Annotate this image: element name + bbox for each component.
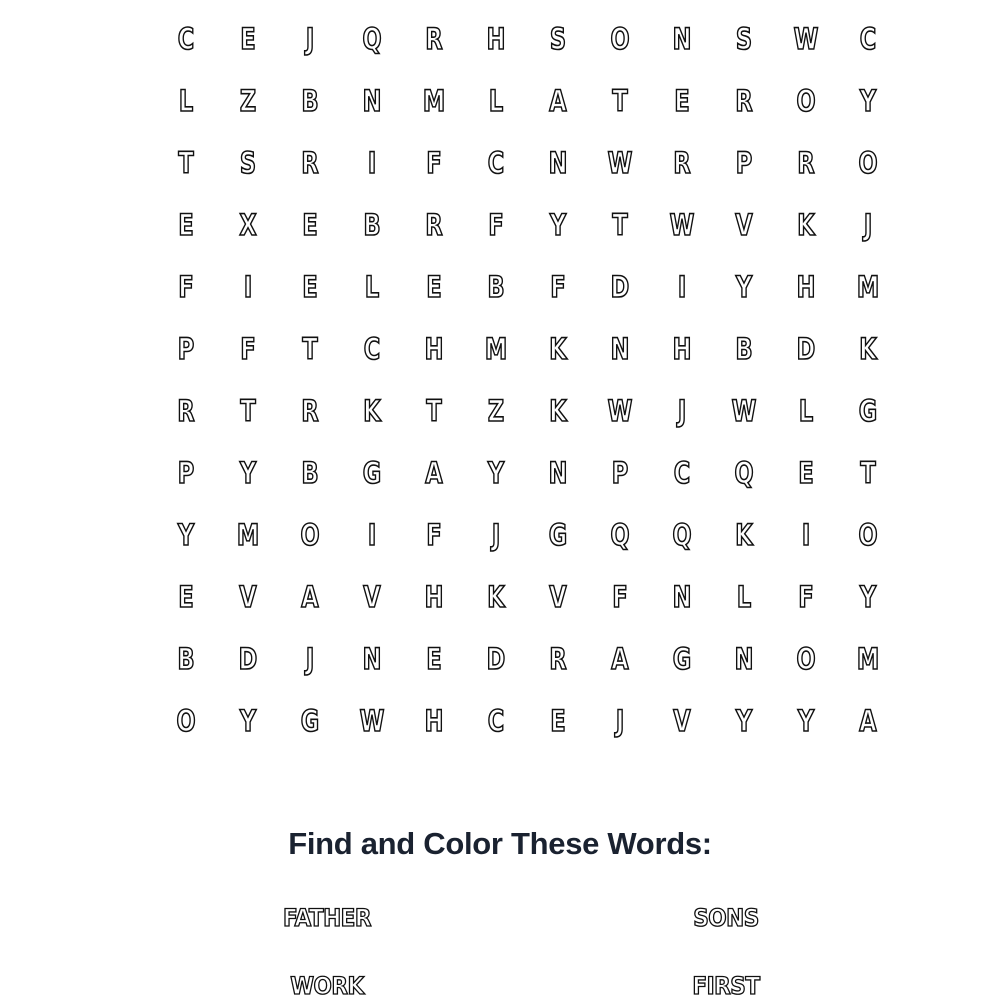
grid-cell-r5-c1[interactable]: F — [178, 269, 194, 304]
grid-cell-r6-c2[interactable]: F — [240, 331, 256, 366]
grid-cell-r6-c5[interactable]: H — [424, 331, 444, 366]
grid-cell-r1-c3[interactable]: J — [305, 21, 315, 56]
target-word: FIRST — [692, 972, 760, 1000]
grid-cell-r7-c3[interactable]: R — [301, 393, 319, 428]
grid-cell-r11-c6[interactable]: D — [486, 641, 506, 676]
grid-cell-r9-c11[interactable]: I — [801, 517, 811, 552]
grid-cell-r9-c12[interactable]: O — [858, 517, 878, 552]
grid-cell-r7-c6[interactable]: Z — [487, 393, 505, 428]
grid-cell-r1-c11[interactable]: W — [793, 21, 819, 56]
grid-cell-r4-c12[interactable]: J — [863, 207, 873, 242]
grid-cell-r10-c10[interactable]: L — [736, 579, 752, 614]
grid-cell-r2-c11[interactable]: O — [796, 83, 816, 118]
grid-cell-r6-c3[interactable]: T — [302, 331, 318, 366]
grid-cell-r3-c5[interactable]: F — [426, 145, 442, 180]
grid-cell-r4-c11[interactable]: K — [797, 207, 815, 242]
grid-cell-r9-c3[interactable]: O — [300, 517, 320, 552]
grid-cell-r6-c8[interactable]: N — [610, 331, 630, 366]
grid-cell-r12-c2[interactable]: Y — [239, 703, 257, 738]
grid-cell-r4-c7[interactable]: Y — [549, 207, 567, 242]
grid-cell-r12-c8[interactable]: J — [615, 703, 625, 738]
grid-cell-r8-c2[interactable]: Y — [239, 455, 257, 490]
grid-cell-r2-c3[interactable]: B — [301, 83, 319, 118]
grid-cell-r2-c10[interactable]: R — [735, 83, 753, 118]
grid-cell-r11-c4[interactable]: N — [362, 641, 382, 676]
target-word: SONS — [693, 904, 759, 932]
grid-cell-r12-c9[interactable]: V — [673, 703, 691, 738]
grid-cell-r9-c4[interactable]: I — [367, 517, 377, 552]
grid-cell-r5-c10[interactable]: Y — [735, 269, 753, 304]
grid-cell-r1-c2[interactable]: E — [240, 21, 256, 56]
grid-cell-r12-c3[interactable]: G — [300, 703, 320, 738]
grid-cell-r10-c8[interactable]: F — [612, 579, 628, 614]
grid-cell-r6-c9[interactable]: H — [672, 331, 692, 366]
grid-cell-r11-c8[interactable]: A — [611, 641, 629, 676]
grid-cell-r5-c4[interactable]: L — [364, 269, 380, 304]
grid-cell-r12-c10[interactable]: Y — [735, 703, 753, 738]
grid-cell-r10-c6[interactable]: K — [487, 579, 505, 614]
grid-cell-r6-c1[interactable]: P — [177, 331, 195, 366]
grid-cell-r3-c11[interactable]: R — [797, 145, 815, 180]
target-word: FATHER — [282, 904, 372, 932]
grid-cell-r5-c7[interactable]: F — [550, 269, 566, 304]
grid-cell-r7-c2[interactable]: T — [240, 393, 256, 428]
grid-cell-r7-c12[interactable]: G — [858, 393, 878, 428]
grid-cell-r4-c4[interactable]: B — [363, 207, 381, 242]
grid-cell-r4-c3[interactable]: E — [302, 207, 318, 242]
grid-cell-r11-c3[interactable]: J — [305, 641, 315, 676]
grid-cell-r10-c7[interactable]: V — [549, 579, 567, 614]
grid-cell-r1-c8[interactable]: O — [610, 21, 630, 56]
grid-cell-r8-c9[interactable]: C — [673, 455, 691, 490]
grid-cell-r1-c9[interactable]: N — [672, 21, 692, 56]
grid-cell-r11-c12[interactable]: M — [856, 641, 880, 676]
grid-cell-r1-c10[interactable]: S — [735, 21, 753, 56]
grid-cell-r11-c1[interactable]: B — [177, 641, 195, 676]
grid-cell-r2-c1[interactable]: L — [178, 83, 194, 118]
grid-cell-r12-c6[interactable]: C — [487, 703, 505, 738]
grid-cell-r3-c7[interactable]: N — [548, 145, 568, 180]
grid-cell-r2-c2[interactable]: Z — [239, 83, 257, 118]
grid-cell-r7-c11[interactable]: L — [798, 393, 814, 428]
grid-cell-r12-c12[interactable]: A — [859, 703, 877, 738]
grid-cell-r8-c8[interactable]: P — [611, 455, 629, 490]
grid-cell-r9-c7[interactable]: G — [548, 517, 568, 552]
grid-cell-r6-c10[interactable]: B — [735, 331, 753, 366]
grid-cell-r10-c1[interactable]: E — [178, 579, 194, 614]
grid-cell-r2-c12[interactable]: Y — [859, 83, 877, 118]
grid-cell-r7-c1[interactable]: R — [177, 393, 195, 428]
grid-cell-r10-c4[interactable]: V — [363, 579, 381, 614]
grid-cell-r10-c12[interactable]: Y — [859, 579, 877, 614]
grid-cell-r3-c6[interactable]: C — [487, 145, 505, 180]
grid-cell-r4-c1[interactable]: E — [178, 207, 194, 242]
grid-cell-r8-c5[interactable]: A — [425, 455, 443, 490]
target-word: WORK — [290, 972, 364, 1000]
grid-cell-r5-c2[interactable]: I — [243, 269, 253, 304]
grid-cell-r5-c3[interactable]: E — [302, 269, 318, 304]
grid-cell-r9-c2[interactable]: M — [236, 517, 260, 552]
grid-cell-r4-c5[interactable]: R — [425, 207, 443, 242]
grid-cell-r1-c7[interactable]: S — [549, 21, 567, 56]
grid-cell-r5-c6[interactable]: B — [487, 269, 505, 304]
grid-cell-r4-c9[interactable]: W — [669, 207, 695, 242]
grid-cell-r8-c11[interactable]: E — [798, 455, 814, 490]
grid-cell-r3-c1[interactable]: T — [178, 145, 194, 180]
grid-cell-r11-c2[interactable]: D — [238, 641, 258, 676]
grid-cell-r5-c5[interactable]: E — [426, 269, 442, 304]
grid-cell-r2-c7[interactable]: A — [549, 83, 567, 118]
grid-cell-r5-c11[interactable]: H — [796, 269, 816, 304]
word-list-heading: Find and Color These Words: — [288, 826, 712, 861]
grid-cell-r12-c5[interactable]: H — [424, 703, 444, 738]
grid-cell-r3-c12[interactable]: O — [858, 145, 878, 180]
grid-cell-r1-c12[interactable]: C — [859, 21, 877, 56]
letter-grid — [155, 8, 899, 752]
grid-cell-r2-c4[interactable]: N — [362, 83, 382, 118]
grid-cell-r12-c7[interactable]: E — [550, 703, 566, 738]
grid-cell-r1-c5[interactable]: R — [425, 21, 443, 56]
grid-cell-r8-c1[interactable]: P — [177, 455, 195, 490]
grid-cell-r2-c5[interactable]: M — [422, 83, 446, 118]
grid-cell-r7-c4[interactable]: K — [363, 393, 381, 428]
grid-cell-r11-c7[interactable]: R — [549, 641, 567, 676]
grid-cell-r8-c12[interactable]: T — [860, 455, 876, 490]
grid-cell-r10-c9[interactable]: N — [672, 579, 692, 614]
grid-cell-r2-c9[interactable]: E — [674, 83, 690, 118]
grid-cell-r5-c9[interactable]: I — [677, 269, 687, 304]
grid-cell-r8-c3[interactable]: B — [301, 455, 319, 490]
grid-cell-r3-c2[interactable]: S — [239, 145, 257, 180]
grid-cell-r11-c5[interactable]: E — [426, 641, 442, 676]
grid-cell-r6-c12[interactable]: K — [859, 331, 877, 366]
grid-cell-r6-c4[interactable]: C — [363, 331, 381, 366]
grid-cell-r6-c7[interactable]: K — [549, 331, 567, 366]
grid-cell-r10-c11[interactable]: F — [798, 579, 814, 614]
grid-cell-r10-c3[interactable]: A — [301, 579, 319, 614]
grid-cell-r9-c5[interactable]: F — [426, 517, 442, 552]
grid-cell-r8-c10[interactable]: Q — [734, 455, 754, 490]
grid-cell-r8-c4[interactable]: G — [362, 455, 382, 490]
grid-cell-r9-c8[interactable]: Q — [610, 517, 630, 552]
grid-cell-r4-c2[interactable]: X — [239, 207, 257, 242]
grid-cell-r11-c11[interactable]: O — [796, 641, 816, 676]
grid-cell-r1-c4[interactable]: Q — [362, 21, 382, 56]
grid-cell-r5-c8[interactable]: D — [610, 269, 630, 304]
grid-cell-r3-c10[interactable]: P — [735, 145, 753, 180]
grid-cell-r4-c6[interactable]: F — [488, 207, 504, 242]
grid-cell-r9-c6[interactable]: J — [491, 517, 501, 552]
grid-cell-r3-c4[interactable]: I — [367, 145, 377, 180]
grid-cell-r7-c10[interactable]: W — [731, 393, 757, 428]
grid-cell-r6-c11[interactable]: D — [796, 331, 816, 366]
grid-cell-r12-c1[interactable]: O — [176, 703, 196, 738]
grid-cell-r7-c5[interactable]: T — [426, 393, 442, 428]
grid-cell-r3-c3[interactable]: R — [301, 145, 319, 180]
grid-cell-r7-c8[interactable]: W — [607, 393, 633, 428]
grid-cell-r9-c9[interactable]: Q — [672, 517, 692, 552]
grid-cell-r5-c12[interactable]: M — [856, 269, 880, 304]
grid-cell-r12-c4[interactable]: W — [359, 703, 385, 738]
grid-cell-r4-c8[interactable]: T — [612, 207, 628, 242]
grid-cell-r8-c7[interactable]: N — [548, 455, 568, 490]
grid-cell-r3-c8[interactable]: W — [607, 145, 633, 180]
grid-cell-r1-c1[interactable]: C — [177, 21, 195, 56]
grid-cell-r7-c7[interactable]: K — [549, 393, 567, 428]
grid-cell-r11-c10[interactable]: N — [734, 641, 754, 676]
grid-cell-r3-c9[interactable]: R — [673, 145, 691, 180]
grid-cell-r2-c6[interactable]: L — [488, 83, 504, 118]
grid-cell-r9-c1[interactable]: Y — [177, 517, 195, 552]
grid-cell-r11-c9[interactable]: G — [672, 641, 692, 676]
grid-cell-r4-c10[interactable]: V — [735, 207, 753, 242]
grid-cell-r9-c10[interactable]: K — [735, 517, 753, 552]
grid-cell-r2-c8[interactable]: T — [612, 83, 628, 118]
grid-cell-r12-c11[interactable]: Y — [797, 703, 815, 738]
grid-cell-r10-c2[interactable]: V — [239, 579, 257, 614]
grid-cell-r1-c6[interactable]: H — [486, 21, 506, 56]
grid-cell-r7-c9[interactable]: J — [677, 393, 687, 428]
grid-cell-r8-c6[interactable]: Y — [487, 455, 505, 490]
grid-cell-r6-c6[interactable]: M — [484, 331, 508, 366]
grid-cell-r10-c5[interactable]: H — [424, 579, 444, 614]
